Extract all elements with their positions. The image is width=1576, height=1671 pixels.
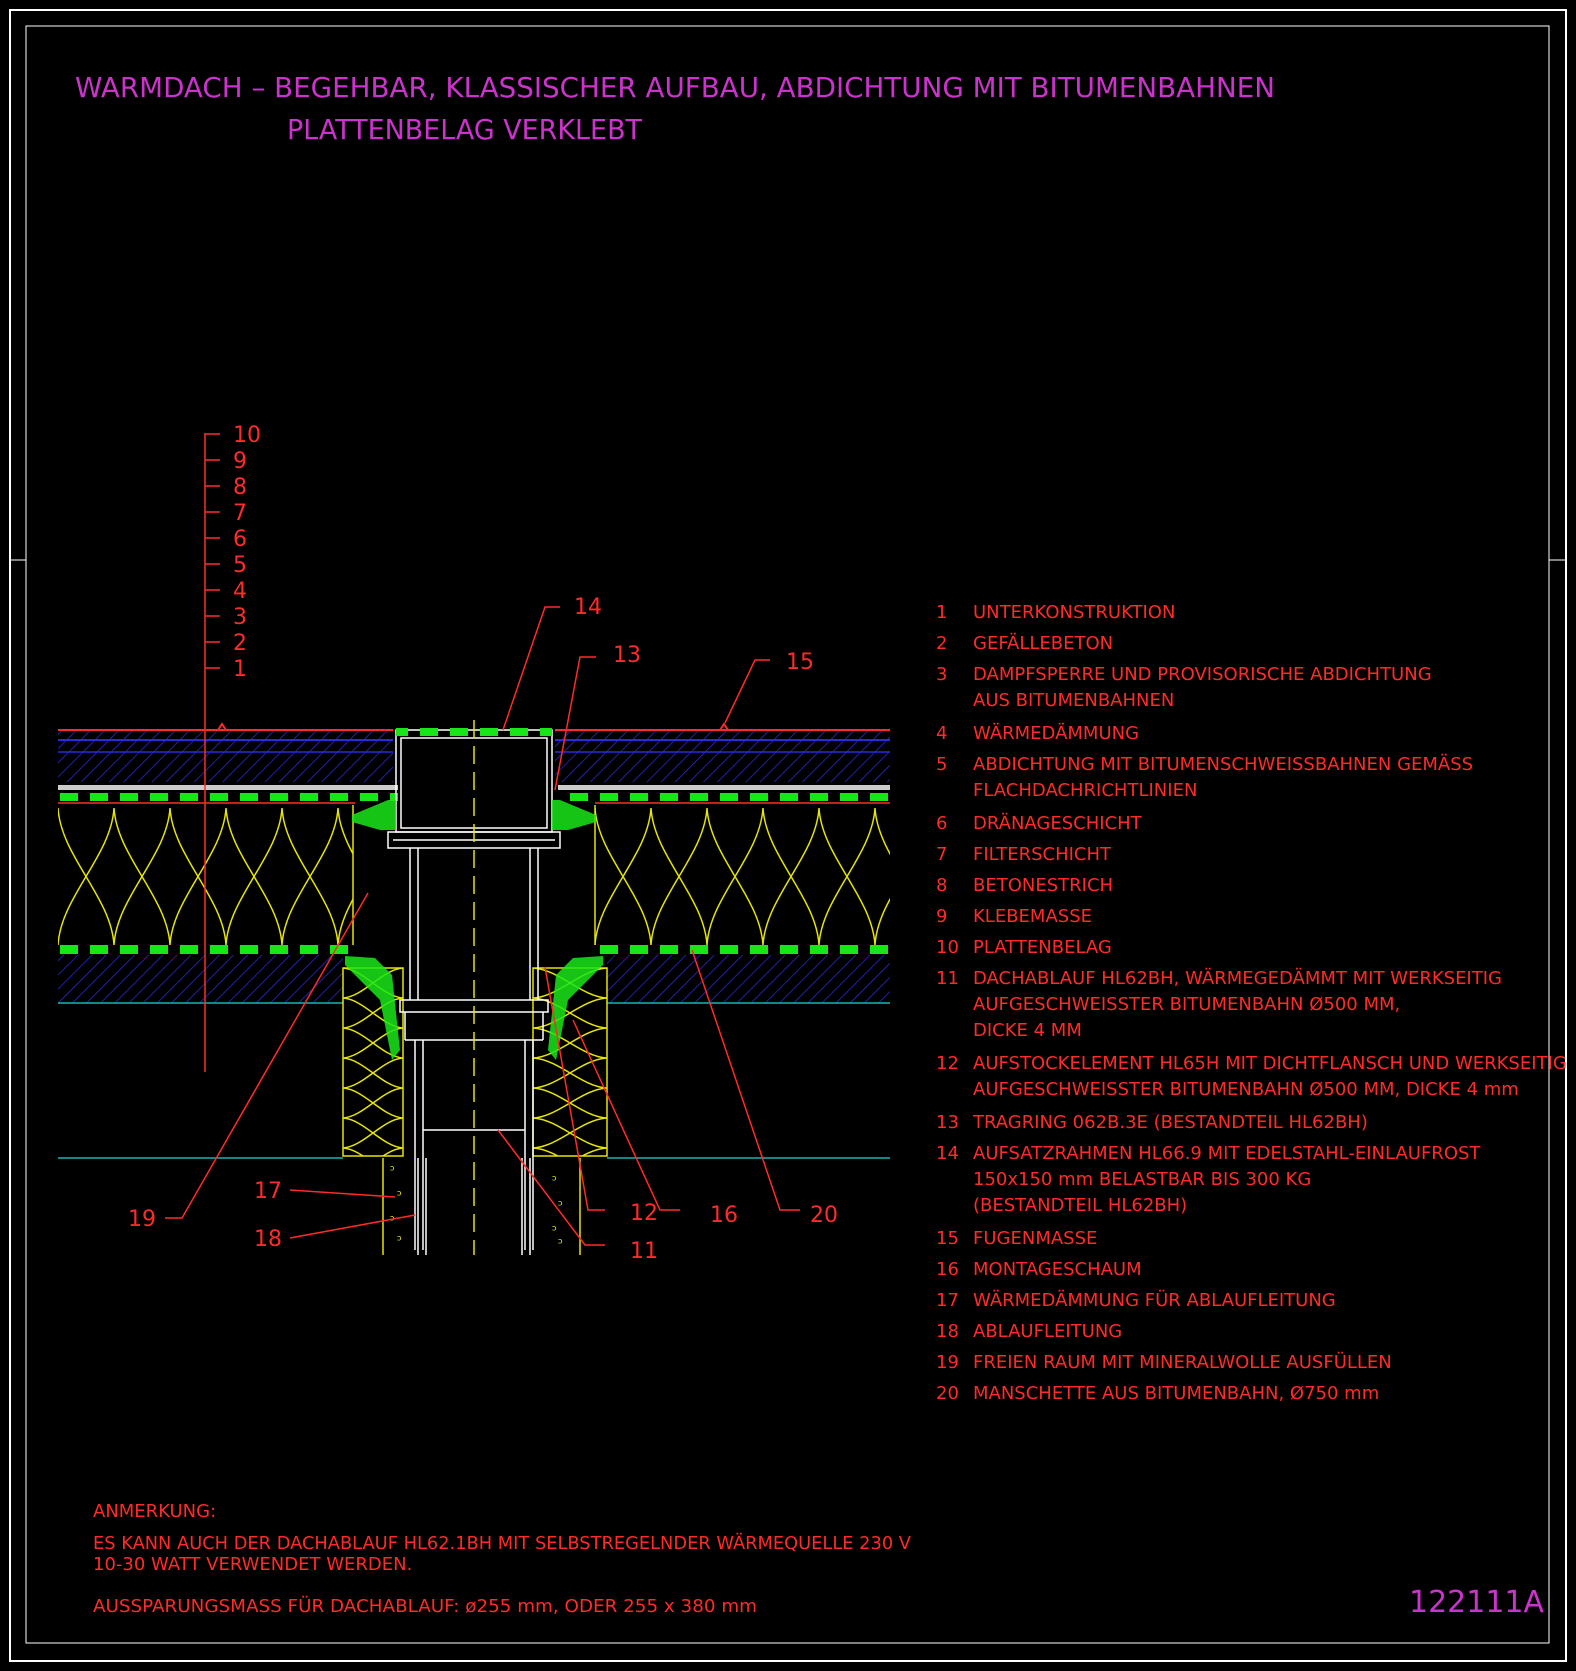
legend-number: 11 [936,968,959,989]
legend-text: FILTERSCHICHT [973,844,1112,865]
callout-19: 19 [128,1207,156,1232]
svg-text:ᵓ: ᵓ [388,1213,397,1229]
legend-number: 20 [936,1383,959,1404]
legend-item [936,1143,1481,1216]
legend-item [936,1383,1379,1404]
legend-number: 9 [936,906,948,927]
legend-text: AUFSATZRAHMEN HL66.9 MIT EDELSTAHL-EINLAUFROST [973,1143,1481,1164]
callout-20: 20 [810,1203,838,1228]
layer-scale-numbers [233,423,261,682]
legend-text: MANSCHETTE AUS BITUMENBAHN, Ø750 mm [973,1383,1380,1404]
legend-item [936,1228,1097,1249]
legend-text: AUFSTOCKELEMENT HL65H MIT DICHTFLANSCH UND WERKSEITIG [973,1053,1567,1074]
legend-text: AUFGESCHWEISSTER BITUMENBAHN Ø500 MM, DICKE 4 mm [973,1079,1519,1100]
legend-number: 4 [936,723,948,744]
layer-scale-number: 4 [233,579,247,604]
legend-item [936,723,1139,744]
note-line-2: 10-30 WATT VERWENDET WERDEN. [93,1554,413,1575]
legend-number: 2 [936,633,948,654]
legend-number: 3 [936,664,948,685]
callout-16: 16 [710,1203,738,1228]
legend-number: 14 [936,1143,959,1164]
insulation-right [539,808,987,945]
legend-number: 13 [936,1112,959,1133]
legend-text: WÄRMEDÄMMUNG [973,723,1140,744]
legend-item [936,813,1143,834]
callout-11: 11 [630,1239,658,1264]
layer-scale-number: 6 [233,527,247,552]
waterproofing-left [58,793,398,801]
svg-text:ᵓ: ᵓ [556,1198,565,1214]
vapour-barrier-left [58,945,348,954]
legend-text: ABDICHTUNG MIT BITUMENSCHWEISSBAHNEN GEMÄSS [973,754,1474,775]
legend-item [936,602,1175,623]
legend-item [936,844,1112,865]
legend-number: 19 [936,1352,959,1373]
legend-item [936,1289,1336,1311]
callout-12: 12 [630,1201,658,1226]
note [93,1501,912,1617]
legend-text: FUGENMASSE [973,1228,1098,1249]
vapour-barrier-right [600,945,890,954]
legend-number: 15 [936,1228,959,1249]
legend-number: 6 [936,813,948,834]
layer-scale-number: 7 [233,501,247,526]
legend-item [936,1321,1122,1342]
svg-text:ᵓ: ᵓ [550,1173,559,1189]
callout-18: 18 [254,1227,282,1252]
legend-text: ABLAUFLEITUNG [973,1321,1123,1342]
legend-number: 17 [936,1290,959,1311]
legend-item [936,906,1092,927]
legend-number: 8 [936,875,948,896]
layer-scale-number: 5 [233,553,247,578]
legend-text: AUFGESCHWEISSTER BITUMENBAHN Ø500 MM, [973,994,1401,1015]
legend-text: FREIEN RAUM MIT MINERALWOLLE AUSFÜLLEN [973,1352,1392,1373]
legend-number: 10 [936,937,959,958]
legend-text: DAMPFSPERRE UND PROVISORISCHE ABDICHTUNG [973,664,1432,685]
svg-text:ᵓ: ᵓ [556,1236,565,1252]
note-line-3: AUSSPARUNGSMASS FÜR DACHABLAUF: ø255 mm, ODER 255 x 380 mm [93,1596,746,1617]
leader-lines [165,607,800,1245]
legend-text: KLEBEMASSE [973,906,1092,927]
legend-item [936,1053,1567,1100]
legend-item [936,1112,1368,1133]
legend-number: 16 [936,1259,959,1280]
legend-item [936,968,1502,1041]
legend-text: 150x150 mm BELASTBAR BIS 300 KG [973,1169,1312,1190]
paving-layer-left [58,730,393,782]
legend-text: (BESTANDTEIL HL62BH) [973,1195,1188,1216]
svg-text:ᵓ: ᵓ [395,1188,404,1204]
layer-scale-number: 3 [233,605,247,630]
callout-labels [128,595,838,1264]
callout-17: 17 [254,1179,282,1204]
svg-text:ᵓ: ᵓ [395,1233,404,1249]
legend-number: 1 [936,602,948,623]
legend-item [936,1351,1392,1373]
paving-layer-right [555,730,890,782]
legend-text: DACHABLAUF HL62BH, WÄRMEGEDÄMMT MIT WERKSEITIG [973,968,1502,989]
drawing-frame [10,10,1566,1661]
legend-item [936,875,1113,896]
layer-scale-number: 8 [233,475,247,500]
callout-15: 15 [786,650,814,675]
drawing-title [75,71,1275,146]
legend-item [936,633,1113,654]
legend-text: DRÄNAGESCHICHT [973,813,1142,834]
legend-item [936,937,1112,958]
legend-text: UNTERKONSTRUKTION [973,602,1176,623]
drawing-number: 122111A [1409,1585,1545,1620]
legend-text: MONTAGESCHAUM [973,1259,1142,1280]
legend-text: BETONESTRICH [973,875,1114,896]
callout-14: 14 [574,595,602,620]
roof-section [2,433,987,1255]
title-line-1: WARMDACH – BEGEHBAR, KLASSISCHER AUFBAU, ABDICHTUNG MIT BITUMENBAHNEN [75,71,1275,104]
legend-number: 5 [936,754,948,775]
slope-concrete-left [58,955,343,1003]
svg-text:ᵓ: ᵓ [550,1223,559,1239]
layer-scale-number: 1 [233,657,247,682]
layer-scale-number: 10 [233,423,261,448]
legend-item [936,754,1473,801]
legend [936,602,1567,1404]
legend-text: PLATTENBELAG [973,937,1112,958]
legend-text: WÄRMEDÄMMUNG FÜR ABLAUFLEITUNG [973,1290,1336,1311]
waterproofing-right [558,793,890,801]
legend-number: 18 [936,1321,959,1342]
legend-text: DICKE 4 MM [973,1020,1082,1041]
title-line-2: PLATTENBELAG VERKLEBT [287,113,643,146]
legend-item [936,1259,1142,1280]
layer-scale-number: 2 [233,631,247,656]
callout-13: 13 [613,643,641,668]
slope-concrete-right [607,955,890,1003]
note-line-1: ES KANN AUCH DER DACHABLAUF HL62.1BH MIT SELBSTREGELNDER WÄRMEQUELLE 230 V [93,1533,912,1554]
legend-text: GEFÄLLEBETON [973,633,1114,654]
svg-text:ᵓ: ᵓ [388,1163,397,1179]
legend-number: 12 [936,1053,959,1074]
layer-scale-number: 9 [233,449,247,474]
legend-text: FLACHDACHRICHTLINIEN [973,780,1198,801]
legend-text: AUS BITUMENBAHNEN [973,690,1175,711]
legend-number: 7 [936,844,948,865]
legend-item [936,664,1432,711]
note-heading: ANMERKUNG: [93,1501,217,1522]
legend-text: TRAGRING 062B.3E (BESTANDTEIL HL62BH) [973,1112,1368,1133]
